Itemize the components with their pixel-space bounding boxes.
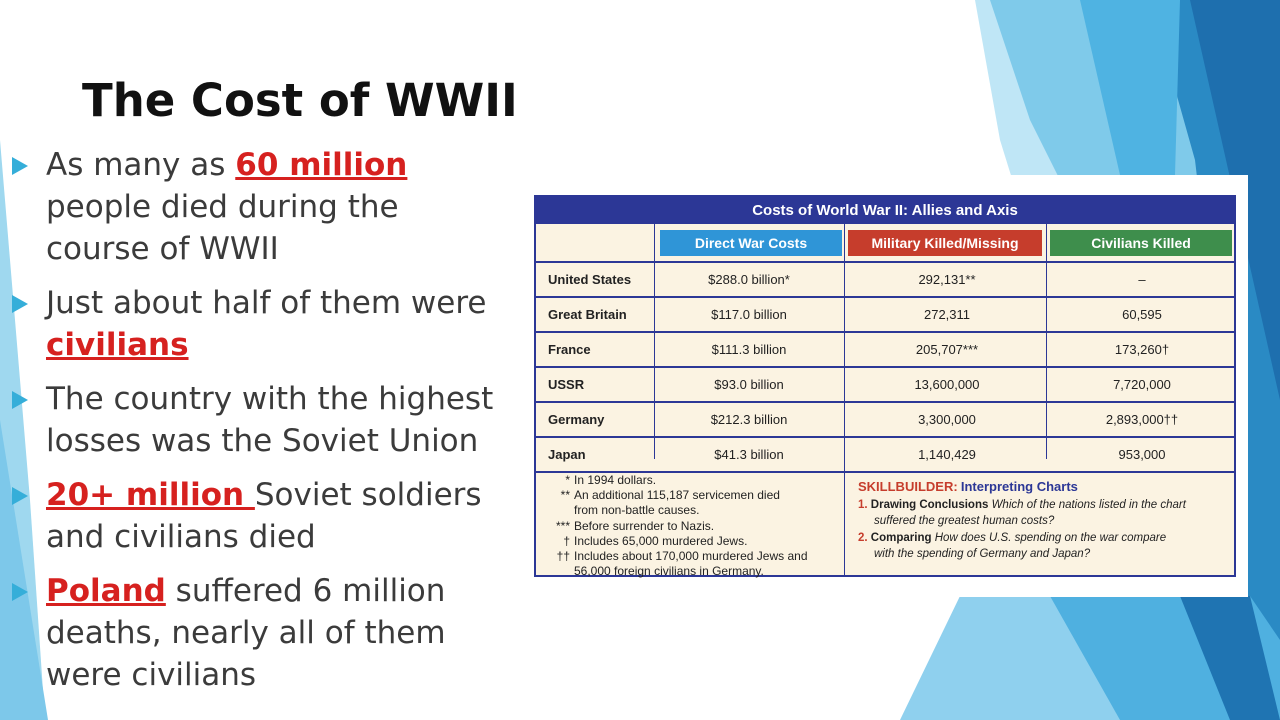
question-number: 2. [858, 531, 868, 544]
bullet-arrow-icon [12, 295, 28, 313]
column-header-direct-war-costs: Direct War Costs [660, 230, 842, 256]
bullet-item [12, 282, 512, 366]
civilians-cell: 2,893,000†† [1105, 412, 1179, 427]
footnote [554, 534, 844, 549]
bullet-arrow-icon [12, 487, 28, 505]
question-text: How does U.S. spending on the war compare [934, 531, 1167, 544]
footnote-text: An additional 115,187 servicemen died [574, 488, 780, 503]
costs-table [534, 195, 1236, 577]
cost-cell: $212.3 billion [710, 412, 788, 427]
question-text: suffered the greatest human costs? [874, 515, 1055, 527]
footnote-symbol: * [565, 473, 570, 487]
cost-cell: $41.3 billion [714, 447, 784, 462]
question-number: 1. [858, 498, 868, 511]
civilians-cell: 60,595 [1122, 307, 1162, 322]
table-image [518, 175, 1248, 597]
skillbuilder-heading [858, 479, 1234, 497]
footnote-symbol: † [563, 533, 570, 548]
footnote-text: Includes about 170,000 murdered Jews and [574, 549, 808, 564]
skillbuilder-title: Interpreting Charts [960, 479, 1078, 494]
bullet-highlight: Poland [46, 573, 166, 609]
cost-cell: $117.0 billion [711, 307, 787, 322]
bullet-highlight: 60 million [235, 147, 408, 183]
column-divider [844, 224, 845, 577]
footnote [554, 549, 844, 564]
footnote-symbol: ** [560, 488, 570, 503]
bullet-arrow-icon [12, 391, 28, 409]
column-divider [1046, 224, 1047, 459]
bullet-text: The country with the highest losses was the Soviet Union [46, 381, 494, 459]
military-cell: 272,311 [923, 307, 971, 322]
bullet-list [12, 144, 512, 708]
table-row [536, 333, 1234, 368]
skillbuilder-label: SKILLBUILDER: [858, 479, 958, 494]
cost-cell: $288.0 billion* [708, 272, 790, 287]
question-label: Comparing [870, 531, 932, 544]
bullet-item [12, 474, 512, 558]
footnote [554, 519, 844, 534]
footnote-text: Before surrender to Nazis. [574, 518, 715, 533]
question-label: Drawing Conclusions [870, 498, 989, 511]
table-row [536, 438, 1234, 473]
footnote-text: In 1994 dollars. [574, 473, 657, 487]
bullet-highlight: 20+ million [46, 477, 255, 513]
bullet-item [12, 378, 512, 462]
bullet-text: As many as [46, 147, 236, 183]
bullet-highlight: civilians [46, 327, 189, 363]
country-cell: Great Britain [548, 307, 627, 322]
table-row [536, 403, 1234, 438]
slide-title: The Cost of WWII [82, 74, 518, 127]
footnote-text: 56,000 foreign civilians in Germany. [574, 564, 764, 579]
column-header-civilians-killed: Civilians Killed [1050, 230, 1232, 256]
table-column-headers [536, 224, 1234, 263]
bullet-text: suffered 6 million deaths, nearly all of them were civilians [46, 573, 446, 693]
footnote [554, 488, 844, 503]
country-cell: United States [548, 272, 632, 287]
military-cell: 1,140,429 [918, 447, 976, 462]
civilians-cell: 953,000 [1118, 447, 1166, 462]
footnote [554, 473, 844, 488]
cost-cell: $93.0 billion [714, 377, 784, 392]
column-header-military-killed: Military Killed/Missing [848, 230, 1042, 256]
bullet-text: Soviet soldiers and civilians died [46, 477, 482, 555]
question-text: Which of the nations listed in the chart [991, 498, 1186, 511]
country-cell: Japan [548, 447, 586, 462]
table-title: Costs of World War II: Allies and Axis [536, 197, 1234, 224]
footnotes [554, 473, 844, 579]
table-row [536, 263, 1234, 298]
civilians-cell: 173,260† [1114, 342, 1170, 357]
military-cell: 13,600,000 [914, 377, 980, 392]
skillbuilder-question [858, 530, 1234, 547]
bullet-item [12, 144, 512, 270]
bullet-item [12, 570, 512, 696]
civilians-cell: 7,720,000 [1113, 377, 1171, 392]
footnote-text: from non-battle causes. [574, 503, 700, 518]
skillbuilder-question [858, 497, 1234, 514]
footnote-symbol: †† [556, 549, 570, 564]
military-cell: 205,707*** [915, 342, 979, 357]
bullet-text: Just about half of them were [46, 285, 487, 321]
military-cell: 3,300,000 [918, 412, 976, 427]
bullet-arrow-icon [12, 583, 28, 601]
civilians-cell: – [1138, 272, 1146, 287]
cost-cell: $111.3 billion [711, 342, 787, 357]
skillbuilder [858, 479, 1234, 563]
column-divider [654, 224, 655, 459]
bullet-arrow-icon [12, 157, 28, 175]
country-cell: Germany [548, 412, 605, 427]
bullet-text: people died during the course of WWII [46, 189, 399, 267]
table-row [536, 368, 1234, 403]
military-cell: 292,131** [918, 272, 976, 287]
footnote-text: Includes 65,000 murdered Jews. [574, 533, 748, 548]
country-cell: France [548, 342, 591, 357]
table-row [536, 298, 1234, 333]
country-cell: USSR [548, 377, 585, 392]
footnote-symbol: *** [555, 518, 570, 533]
question-text: with the spending of Germany and Japan? [874, 548, 1091, 560]
